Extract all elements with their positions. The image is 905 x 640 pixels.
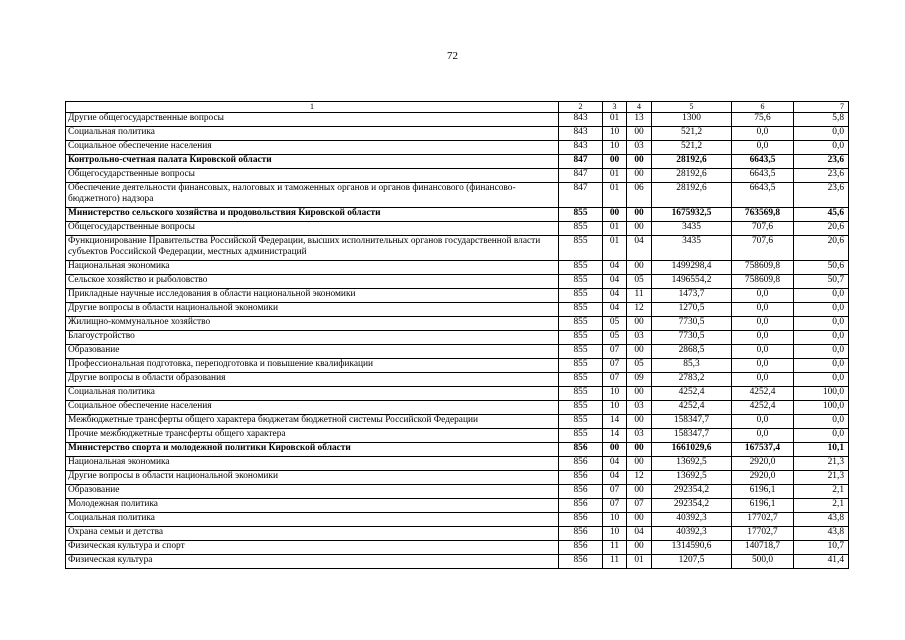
row-section-cell: 10: [603, 401, 627, 415]
row-code-cell: 847: [559, 183, 603, 208]
row-percent-cell: 100,0: [794, 401, 849, 415]
row-percent-cell: 0,0: [794, 141, 849, 155]
row-name-cell: Физическая культура: [66, 555, 559, 569]
row-executed-cell: 758609,8: [732, 275, 794, 289]
row-planned-cell: 28192,6: [652, 169, 732, 183]
table-row: [66, 387, 849, 401]
row-name-cell: Функционирование Правительства Российской Федерации, высших исполнительных органов государственной власти субъектов Российской Федерации, местных администраций: [66, 236, 559, 261]
row-section-cell: 07: [603, 485, 627, 499]
table-row: [66, 429, 849, 443]
row-planned-cell: 292354,2: [652, 485, 732, 499]
row-planned-cell: 1314590,6: [652, 541, 732, 555]
row-executed-cell: 6196,1: [732, 499, 794, 513]
row-subsection-cell: 00: [627, 345, 652, 359]
row-name-cell: Министерство спорта и молодежной политики Кировской области: [66, 443, 559, 457]
row-planned-cell: 2868,5: [652, 345, 732, 359]
row-code-cell: 855: [559, 236, 603, 261]
row-subsection-cell: 04: [627, 236, 652, 261]
row-planned-cell: 28192,6: [652, 155, 732, 169]
row-name-cell: Межбюджетные трансферты общего характера бюджетам бюджетной системы Российской Федерации: [66, 415, 559, 429]
row-code-cell: 856: [559, 499, 603, 513]
table-row: [66, 541, 849, 555]
row-subsection-cell: 05: [627, 275, 652, 289]
row-section-cell: 07: [603, 499, 627, 513]
row-name-cell: Социальное обеспечение населения: [66, 401, 559, 415]
row-code-cell: 855: [559, 261, 603, 275]
row-name-cell: Социальная политика: [66, 513, 559, 527]
row-percent-cell: 23,6: [794, 169, 849, 183]
row-percent-cell: 23,6: [794, 155, 849, 169]
row-subsection-cell: 09: [627, 373, 652, 387]
row-percent-cell: 0,0: [794, 373, 849, 387]
row-executed-cell: 0,0: [732, 373, 794, 387]
row-executed-cell: 2920,0: [732, 457, 794, 471]
row-percent-cell: 0,0: [794, 127, 849, 141]
row-subsection-cell: 00: [627, 541, 652, 555]
row-percent-cell: 43,8: [794, 527, 849, 541]
row-code-cell: 856: [559, 457, 603, 471]
table-row: [66, 359, 849, 373]
row-percent-cell: 0,0: [794, 415, 849, 429]
table-row: [66, 373, 849, 387]
row-code-cell: 855: [559, 289, 603, 303]
row-section-cell: 07: [603, 345, 627, 359]
row-percent-cell: 43,8: [794, 513, 849, 527]
table-row: [66, 113, 849, 127]
row-section-cell: 00: [603, 155, 627, 169]
row-section-cell: 04: [603, 275, 627, 289]
row-planned-cell: 1499298,4: [652, 261, 732, 275]
row-code-cell: 855: [559, 429, 603, 443]
row-percent-cell: 10,7: [794, 541, 849, 555]
table-row: [66, 222, 849, 236]
column-header: 4: [627, 102, 652, 113]
row-name-cell: Социальное обеспечение населения: [66, 141, 559, 155]
row-planned-cell: 85,3: [652, 359, 732, 373]
row-section-cell: 14: [603, 415, 627, 429]
row-code-cell: 856: [559, 485, 603, 499]
row-executed-cell: 6643,5: [732, 155, 794, 169]
row-code-cell: 843: [559, 141, 603, 155]
page-number: 72: [447, 50, 458, 62]
row-subsection-cell: 01: [627, 555, 652, 569]
row-name-cell: Жилищно-коммунальное хозяйство: [66, 317, 559, 331]
row-percent-cell: 0,0: [794, 359, 849, 373]
row-name-cell: Охрана семьи и детства: [66, 527, 559, 541]
row-percent-cell: 41,4: [794, 555, 849, 569]
table-row: [66, 275, 849, 289]
row-name-cell: Социальная политика: [66, 387, 559, 401]
row-code-cell: 843: [559, 113, 603, 127]
row-name-cell: Профессиональная подготовка, переподготовка и повышение квалификации: [66, 359, 559, 373]
row-planned-cell: 13692,5: [652, 471, 732, 485]
table-header-row: [66, 102, 849, 113]
row-percent-cell: 0,0: [794, 317, 849, 331]
row-planned-cell: 1661029,6: [652, 443, 732, 457]
row-planned-cell: 521,2: [652, 127, 732, 141]
row-subsection-cell: 03: [627, 401, 652, 415]
row-subsection-cell: 12: [627, 471, 652, 485]
row-code-cell: 856: [559, 513, 603, 527]
row-percent-cell: 5,8: [794, 113, 849, 127]
row-code-cell: 856: [559, 541, 603, 555]
row-code-cell: 855: [559, 401, 603, 415]
row-name-cell: Образование: [66, 485, 559, 499]
row-planned-cell: 28192,6: [652, 183, 732, 208]
table-row: [66, 513, 849, 527]
row-planned-cell: 1270,5: [652, 303, 732, 317]
row-name-cell: Национальная экономика: [66, 261, 559, 275]
row-name-cell: Другие вопросы в области национальной экономики: [66, 303, 559, 317]
row-executed-cell: 140718,7: [732, 541, 794, 555]
row-code-cell: 856: [559, 527, 603, 541]
row-planned-cell: 3435: [652, 222, 732, 236]
table-row: [66, 141, 849, 155]
row-subsection-cell: 03: [627, 331, 652, 345]
row-subsection-cell: 00: [627, 208, 652, 222]
row-executed-cell: 4252,4: [732, 401, 794, 415]
row-executed-cell: 17702,7: [732, 513, 794, 527]
table-row: [66, 457, 849, 471]
row-section-cell: 11: [603, 541, 627, 555]
table-row: [66, 527, 849, 541]
row-planned-cell: 521,2: [652, 141, 732, 155]
row-name-cell: Физическая культура и спорт: [66, 541, 559, 555]
row-subsection-cell: 13: [627, 113, 652, 127]
row-name-cell: Молодежная политика: [66, 499, 559, 513]
row-name-cell: Прочие межбюджетные трансферты общего характера: [66, 429, 559, 443]
row-subsection-cell: 00: [627, 387, 652, 401]
table-row: [66, 499, 849, 513]
table-row: [66, 555, 849, 569]
table-row: [66, 169, 849, 183]
row-planned-cell: 1300: [652, 113, 732, 127]
row-section-cell: 11: [603, 555, 627, 569]
row-code-cell: 855: [559, 331, 603, 345]
row-executed-cell: 75,6: [732, 113, 794, 127]
row-planned-cell: 40392,3: [652, 527, 732, 541]
row-percent-cell: 10,1: [794, 443, 849, 457]
budget-table: [65, 101, 849, 569]
row-section-cell: 01: [603, 183, 627, 208]
column-header: 1: [66, 102, 559, 113]
table-row: [66, 303, 849, 317]
table-row: [66, 236, 849, 261]
row-section-cell: 10: [603, 127, 627, 141]
row-subsection-cell: 00: [627, 127, 652, 141]
row-executed-cell: 6643,5: [732, 169, 794, 183]
row-percent-cell: 21,3: [794, 471, 849, 485]
row-subsection-cell: 00: [627, 261, 652, 275]
column-header: 3: [603, 102, 627, 113]
row-code-cell: 856: [559, 443, 603, 457]
row-executed-cell: 0,0: [732, 415, 794, 429]
row-executed-cell: 0,0: [732, 331, 794, 345]
row-name-cell: Социальная политика: [66, 127, 559, 141]
row-section-cell: 05: [603, 317, 627, 331]
row-percent-cell: 45,6: [794, 208, 849, 222]
row-code-cell: 856: [559, 471, 603, 485]
row-code-cell: 847: [559, 169, 603, 183]
row-section-cell: 07: [603, 359, 627, 373]
row-name-cell: Общегосударственные вопросы: [66, 222, 559, 236]
row-subsection-cell: 00: [627, 155, 652, 169]
table-row: [66, 471, 849, 485]
row-section-cell: 04: [603, 471, 627, 485]
table-row: [66, 415, 849, 429]
row-code-cell: 855: [559, 208, 603, 222]
row-subsection-cell: 00: [627, 317, 652, 331]
row-planned-cell: 158347,7: [652, 429, 732, 443]
row-subsection-cell: 00: [627, 485, 652, 499]
row-planned-cell: 1496554,2: [652, 275, 732, 289]
row-section-cell: 10: [603, 387, 627, 401]
row-percent-cell: 100,0: [794, 387, 849, 401]
row-percent-cell: 20,6: [794, 222, 849, 236]
row-name-cell: Контрольно-счетная палата Кировской области: [66, 155, 559, 169]
row-executed-cell: 17702,7: [732, 527, 794, 541]
row-section-cell: 00: [603, 443, 627, 457]
row-percent-cell: 2,1: [794, 499, 849, 513]
row-subsection-cell: 04: [627, 527, 652, 541]
row-executed-cell: 6643,5: [732, 183, 794, 208]
row-percent-cell: 50,7: [794, 275, 849, 289]
row-section-cell: 00: [603, 208, 627, 222]
row-section-cell: 01: [603, 236, 627, 261]
row-subsection-cell: 00: [627, 415, 652, 429]
table-row: [66, 183, 849, 208]
row-section-cell: 10: [603, 141, 627, 155]
row-section-cell: 04: [603, 457, 627, 471]
row-code-cell: 855: [559, 387, 603, 401]
row-executed-cell: 0,0: [732, 345, 794, 359]
row-code-cell: 855: [559, 373, 603, 387]
row-percent-cell: 0,0: [794, 345, 849, 359]
row-name-cell: Национальная экономика: [66, 457, 559, 471]
row-planned-cell: 4252,4: [652, 401, 732, 415]
row-executed-cell: 707,6: [732, 222, 794, 236]
row-planned-cell: 1207,5: [652, 555, 732, 569]
table-row: [66, 208, 849, 222]
row-percent-cell: 0,0: [794, 331, 849, 345]
row-name-cell: Другие вопросы в области национальной экономики: [66, 471, 559, 485]
row-subsection-cell: 11: [627, 289, 652, 303]
row-subsection-cell: 03: [627, 429, 652, 443]
row-section-cell: 10: [603, 513, 627, 527]
row-executed-cell: 0,0: [732, 359, 794, 373]
row-subsection-cell: 12: [627, 303, 652, 317]
row-executed-cell: 2920,0: [732, 471, 794, 485]
row-code-cell: 843: [559, 127, 603, 141]
row-name-cell: Общегосударственные вопросы: [66, 169, 559, 183]
row-executed-cell: 0,0: [732, 141, 794, 155]
row-section-cell: 05: [603, 331, 627, 345]
row-executed-cell: 167537,4: [732, 443, 794, 457]
row-code-cell: 855: [559, 303, 603, 317]
table-row: [66, 443, 849, 457]
row-name-cell: Другие вопросы в области образования: [66, 373, 559, 387]
row-executed-cell: 6196,1: [732, 485, 794, 499]
column-header: 6: [732, 102, 794, 113]
row-planned-cell: 4252,4: [652, 387, 732, 401]
row-subsection-cell: 00: [627, 222, 652, 236]
row-name-cell: Прикладные научные исследования в области национальной экономики: [66, 289, 559, 303]
row-planned-cell: 7730,5: [652, 331, 732, 345]
row-executed-cell: 500,0: [732, 555, 794, 569]
row-executed-cell: 0,0: [732, 289, 794, 303]
row-planned-cell: 13692,5: [652, 457, 732, 471]
row-section-cell: 07: [603, 373, 627, 387]
table-row: [66, 401, 849, 415]
column-header: 5: [652, 102, 732, 113]
row-name-cell: Образование: [66, 345, 559, 359]
row-percent-cell: 20,6: [794, 236, 849, 261]
row-name-cell: Другие общегосударственные вопросы: [66, 113, 559, 127]
table-row: [66, 127, 849, 141]
row-name-cell: Сельское хозяйство и рыболовство: [66, 275, 559, 289]
row-percent-cell: 0,0: [794, 303, 849, 317]
row-section-cell: 04: [603, 303, 627, 317]
row-name-cell: Благоустройство: [66, 331, 559, 345]
row-subsection-cell: 00: [627, 443, 652, 457]
row-percent-cell: 2,1: [794, 485, 849, 499]
row-executed-cell: 0,0: [732, 317, 794, 331]
row-name-cell: Обеспечение деятельности финансовых, налоговых и таможенных органов и органов финансового (финансово-бюджетного) надзора: [66, 183, 559, 208]
row-planned-cell: 158347,7: [652, 415, 732, 429]
table-row: [66, 155, 849, 169]
row-executed-cell: 0,0: [732, 127, 794, 141]
row-subsection-cell: 00: [627, 513, 652, 527]
row-planned-cell: 3435: [652, 236, 732, 261]
row-section-cell: 04: [603, 261, 627, 275]
row-percent-cell: 21,3: [794, 457, 849, 471]
row-section-cell: 10: [603, 527, 627, 541]
row-code-cell: 855: [559, 275, 603, 289]
row-code-cell: 855: [559, 222, 603, 236]
table-row: [66, 485, 849, 499]
row-subsection-cell: 03: [627, 141, 652, 155]
row-percent-cell: 50,6: [794, 261, 849, 275]
row-section-cell: 01: [603, 169, 627, 183]
row-subsection-cell: 00: [627, 457, 652, 471]
row-executed-cell: 758609,8: [732, 261, 794, 275]
row-planned-cell: 1675932,5: [652, 208, 732, 222]
row-planned-cell: 1473,7: [652, 289, 732, 303]
row-executed-cell: 763569,8: [732, 208, 794, 222]
table-row: [66, 261, 849, 275]
row-executed-cell: 707,6: [732, 236, 794, 261]
row-percent-cell: 0,0: [794, 289, 849, 303]
row-executed-cell: 0,0: [732, 303, 794, 317]
row-percent-cell: 23,6: [794, 183, 849, 208]
row-planned-cell: 292354,2: [652, 499, 732, 513]
row-subsection-cell: 06: [627, 183, 652, 208]
column-header: 2: [559, 102, 603, 113]
row-planned-cell: 2783,2: [652, 373, 732, 387]
row-subsection-cell: 07: [627, 499, 652, 513]
table-row: [66, 317, 849, 331]
row-section-cell: 01: [603, 222, 627, 236]
table-row: [66, 289, 849, 303]
row-planned-cell: 7730,5: [652, 317, 732, 331]
row-code-cell: 855: [559, 415, 603, 429]
row-code-cell: 855: [559, 317, 603, 331]
row-section-cell: 01: [603, 113, 627, 127]
row-code-cell: 856: [559, 555, 603, 569]
row-name-cell: Министерство сельского хозяйства и продовольствия Кировской области: [66, 208, 559, 222]
row-executed-cell: 0,0: [732, 429, 794, 443]
row-subsection-cell: 00: [627, 169, 652, 183]
row-section-cell: 04: [603, 289, 627, 303]
row-planned-cell: 40392,3: [652, 513, 732, 527]
table-row: [66, 345, 849, 359]
row-code-cell: 847: [559, 155, 603, 169]
row-percent-cell: 0,0: [794, 429, 849, 443]
row-section-cell: 14: [603, 429, 627, 443]
table-row: [66, 331, 849, 345]
row-subsection-cell: 05: [627, 359, 652, 373]
column-header: 7: [794, 102, 849, 113]
row-code-cell: 855: [559, 359, 603, 373]
row-executed-cell: 4252,4: [732, 387, 794, 401]
row-code-cell: 855: [559, 345, 603, 359]
